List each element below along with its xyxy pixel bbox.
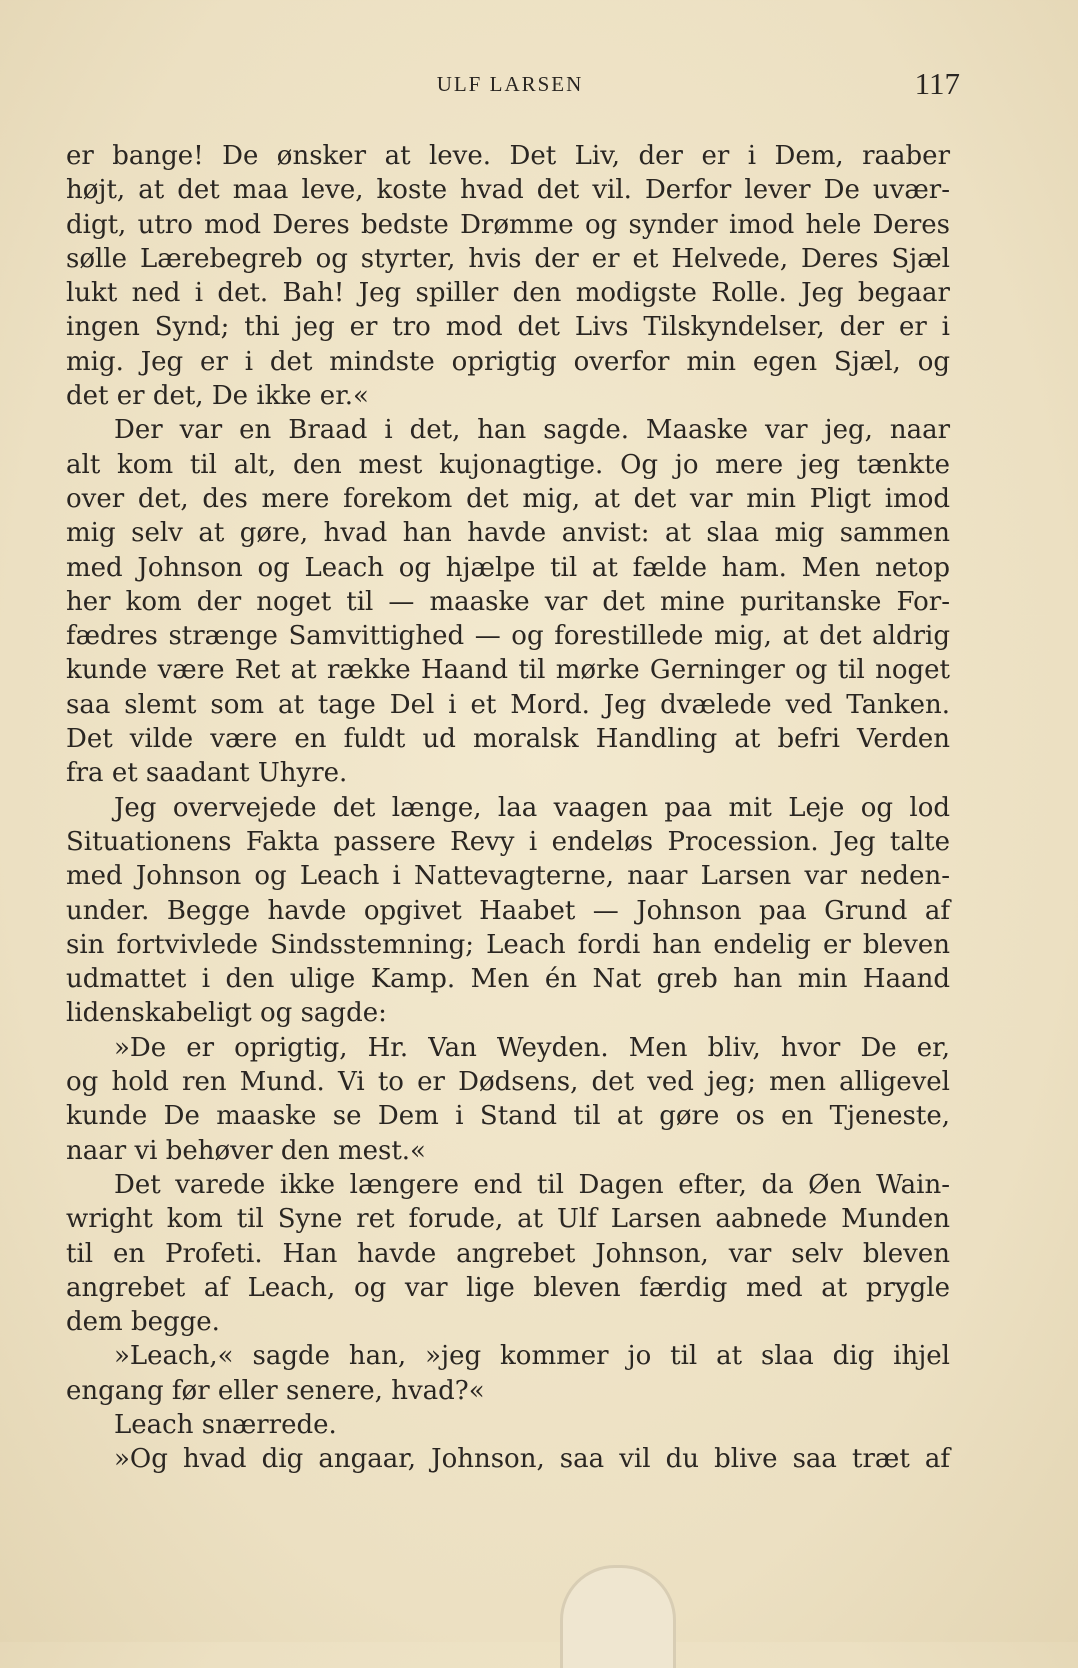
text-line: lukt ned i det. Bah! Jeg spiller den modigste Rolle. Jeg begaar — [66, 278, 950, 309]
text-line: under. Begge havde opgivet Haabet — Johnson paa Grund af — [66, 895, 950, 926]
text-line: er bange! De ønsker at leve. Det Liv, der er i Dem, raaber — [66, 141, 950, 171]
text-line: engang før eller senere, hvad?« — [66, 1375, 485, 1406]
page-number: 117 — [914, 66, 960, 101]
text-line: fædres strænge Samvittighed — og forestillede mig, at det aldrig — [66, 621, 950, 652]
running-head: ULF LARSEN — [436, 72, 584, 96]
text-line: ingen Synd; thi jeg er tro mod det Livs Tilskyndelser, der er i — [66, 312, 950, 343]
text-line: mig selv at gøre, hvad han havde anvist: at slaa mig sammen — [66, 518, 950, 549]
text-line: højt, at det maa leve, koste hvad det vil. Derfor lever De uvær- — [66, 175, 950, 206]
text-line: dem begge. — [66, 1307, 220, 1338]
text-line: Der var en Braad i det, han sagde. Maaske var jeg, naar — [114, 415, 950, 446]
text-line: fra et saadant Uhyre. — [66, 758, 348, 789]
text-line: Situationens Fakta passere Revy i endeløs Procession. Jeg talte — [66, 826, 950, 857]
text-line: med Johnson og Leach og hjælpe til at fælde ham. Men netop — [66, 552, 950, 583]
text-line: wright kom til Syne ret forude, at Ulf Larsen aabnede Munden — [66, 1204, 950, 1235]
text-line: med Johnson og Leach i Nattevagterne, naar Larsen var neden- — [66, 861, 950, 892]
text-line: digt, utro mod Deres bedste Drømme og synder imod hele Deres — [66, 209, 950, 240]
page-header — [66, 66, 960, 106]
text-line: mig. Jeg er i det mindste oprigtig overfor min egen Sjæl, og — [66, 346, 950, 377]
text-line: kunde De maaske se Dem i Stand til at gøre os en Tjeneste, — [66, 1101, 950, 1132]
body-text — [66, 139, 950, 1477]
text-line: »De er oprigtig, Hr. Van Weyden. Men bliv, hvor De er, — [114, 1032, 950, 1063]
text-line: til en Profeti. Han havde angrebet Johnson, var selv bleven — [66, 1238, 950, 1269]
text-line: over det, des mere forekom det mig, at det var min Pligt imod — [66, 483, 950, 514]
text-line: »Leach,« sagde han, »jeg kommer jo til at slaa dig ihjel — [114, 1341, 950, 1372]
text-line: lidenskabeligt og sagde: — [66, 998, 387, 1029]
text-line: Jeg overvejede det længe, laa vaagen paa mit Leje og lod — [114, 792, 950, 823]
text-line: »Og hvad dig angaar, Johnson, saa vil du blive saa træt af — [114, 1444, 950, 1475]
text-line: Leach snærrede. — [114, 1409, 337, 1440]
text-line: Det vilde være en fuldt ud moralsk Handling at befri Verden — [66, 724, 950, 755]
text-line: saa slemt som at tage Del i et Mord. Jeg dvælede ved Tanken. — [66, 689, 950, 720]
text-line: her kom der noget til — maaske var det mine puritanske For- — [66, 586, 950, 617]
text-line: sin fortvivlede Sindsstemning; Leach fordi han endelig er bleven — [66, 929, 950, 960]
text-line: og hold ren Mund. Vi to er Dødsens, det ved jeg; men alligevel — [66, 1067, 950, 1098]
text-line: naar vi behøver den mest.« — [66, 1135, 426, 1166]
text-line: det er det, De ikke er.« — [66, 381, 369, 412]
text-line: udmattet i den ulige Kamp. Men én Nat greb han min Haand — [66, 964, 950, 995]
text-line: kunde være Ret at række Haand til mørke Gerninger og til noget — [66, 655, 950, 686]
text-line: angrebet af Leach, og var lige bleven færdig med at prygle — [66, 1272, 950, 1303]
scanner-thumb — [560, 1565, 676, 1668]
text-line: Det varede ikke længere end til Dagen efter, da Øen Wain- — [114, 1169, 950, 1200]
text-line: alt kom til alt, den mest kujonagtige. Og jo mere jeg tænkte — [66, 449, 950, 480]
text-line: sølle Lærebegreb og styrter, hvis der er et Helvede, Deres Sjæl — [66, 243, 950, 274]
